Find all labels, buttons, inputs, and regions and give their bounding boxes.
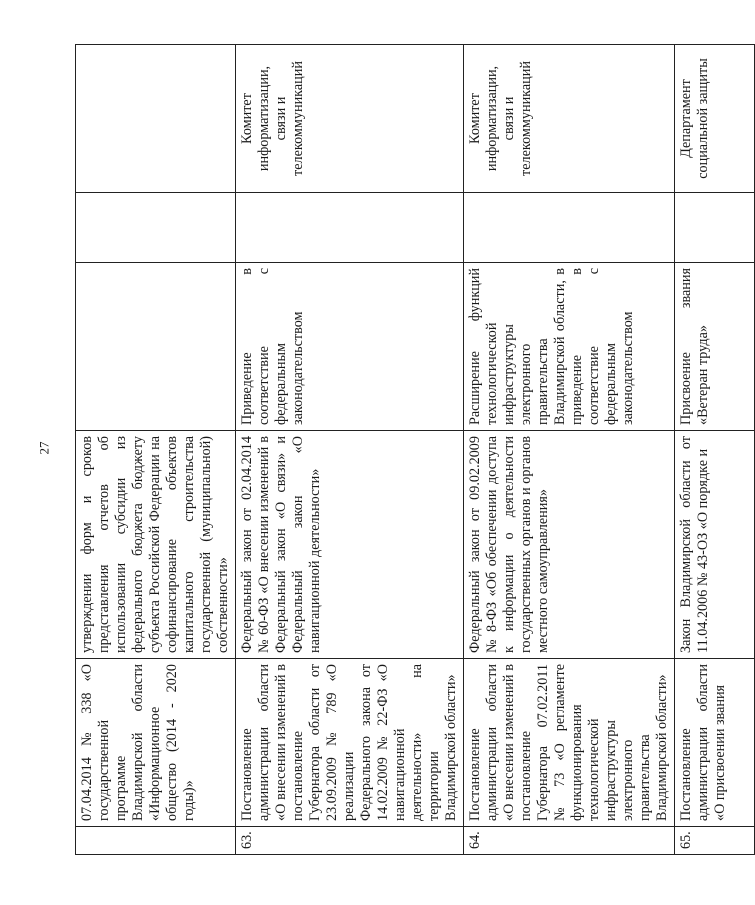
page-number: 27	[36, 441, 52, 455]
legal-act-cell: Постановление администрации области «О присвоении звания	[675, 659, 755, 827]
department-cell	[76, 45, 236, 193]
reason-cell	[76, 263, 236, 431]
federal-law-cell: Федеральный закон от 09.02.2009 № 8-ФЗ «Об обеспечении доступа к информации о деятельности государственных органов и органов местного самоуправления»	[464, 431, 675, 659]
federal-law-cell: Закон Владимирской области от 11.04.2006 № 43-ОЗ «О порядке и	[675, 431, 755, 659]
legal-act-cell: 07.04.2014 № 338 «О государственной программе Владимирской области «Информационное общество (2014 - 2020 годы)»	[76, 659, 236, 827]
row-number: 65.	[675, 827, 755, 855]
empty-cell	[464, 193, 675, 263]
row-number: 64.	[464, 827, 675, 855]
department-cell: Комитет информатизации, связи и телекоммуникаций	[236, 45, 464, 193]
department-cell: Департамент социальной защиты	[675, 45, 755, 193]
empty-cell	[76, 193, 236, 263]
table-row	[675, 45, 755, 855]
document-table-rotated	[75, 45, 728, 855]
federal-law-cell: Федеральный закон от 02.04.2014 № 60-ФЗ «О внесении изменений в Федеральный закон «О связи» и Федеральный закон «О навигационной деятельности»	[236, 431, 464, 659]
table-row	[464, 45, 675, 855]
empty-cell	[236, 193, 464, 263]
document-table	[75, 44, 755, 855]
table-row	[76, 45, 236, 855]
reason-cell: Приведение в соответствие с федеральным законодательством	[236, 263, 464, 431]
reason-cell: Расширение функций технологической инфраструктуры электронного правительства Владимирской области, в приведение в соответствие с федеральным законодательством	[464, 263, 675, 431]
empty-cell	[675, 193, 755, 263]
department-cell: Комитет информатизации, связи и телекоммуникаций	[464, 45, 675, 193]
reason-cell: Присвоение звания «Ветеран труда»	[675, 263, 755, 431]
row-number	[76, 827, 236, 855]
row-number: 63.	[236, 827, 464, 855]
legal-act-cell: Постановление администрации области «О внесении изменений в постановление Губернатора области от 23.09.2009 № 789 «О реализации Федерального закона от 14.02.2009 № 22-ФЗ «О навигационной деятельности» на территории Владимирской области»	[236, 659, 464, 827]
table-row	[236, 45, 464, 855]
federal-law-cell: утверждении форм и сроков представления отчетов об использовании субсидии из федерального бюджета бюджету субъекта Российской Федерации на софинансирование объектов капитального строительства государственной (муниципальной) собственности»	[76, 431, 236, 659]
legal-act-cell: Постановление администрации области «О внесении изменений в постановление Губернатора 07.02.2011 № 73 «О регламенте функционирования технологической инфраструктуры электронного правительства Владимирской области»	[464, 659, 675, 827]
